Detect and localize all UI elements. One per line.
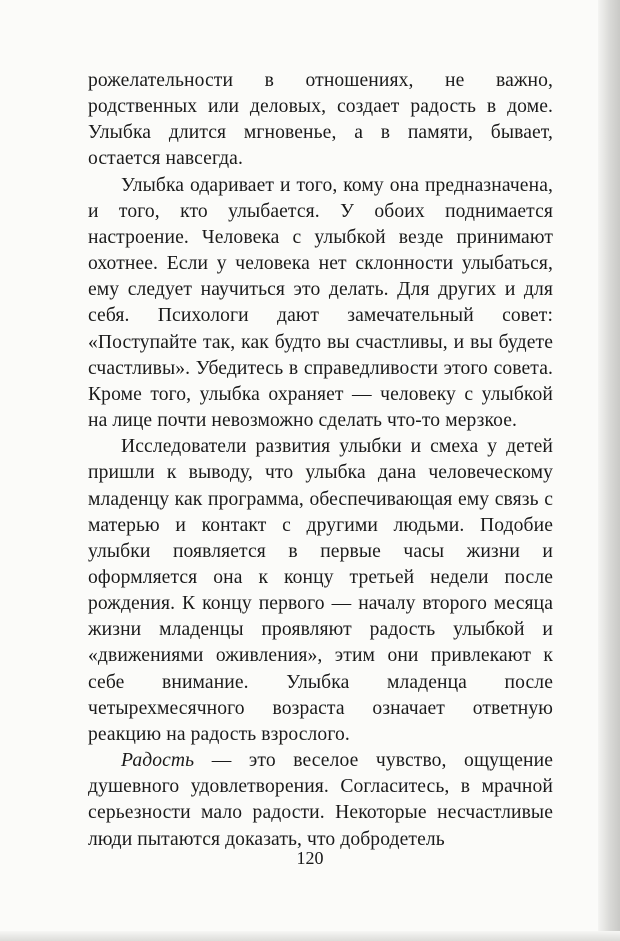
page-bottom-edge xyxy=(0,931,620,941)
paragraph-3: Исследователи развития улыбки и смеха у детей пришли к выводу, что улыбка дана человеческому младенцу как программа, обеспечивающая ему связь с матерью и контакт с другими людьми. Подобие улыбки появляется в первые часы жизни и оформляется она к концу третьей недели после рождения. К концу первого — началу второго месяца жизни младенцы проявляют радость улыбкой и «движениями оживления», этим они привлекают к себе внимание. Улыбка младенца после четырехмесячного возраста означает ответную реакцию на радость взрослого. xyxy=(88,436,553,745)
paragraph-4-text: — это веселое чувство, ощущение душевного удовлетворения. Согласитесь, в мрачной серьезности мало радости. Некоторые несчастливые люди пытаются доказать, что добродетель xyxy=(88,750,553,850)
paragraph-4 xyxy=(88,748,553,853)
term-radost: Радость xyxy=(121,750,195,772)
page-number: 120 xyxy=(296,848,324,868)
paragraph-1: рожелательности в отношениях, не важно, родственных или деловых, создает радость в доме. Улыбка длится мгновенье, а в памяти, бывает, остается навсегда. xyxy=(88,70,553,170)
page-gutter-shadow xyxy=(598,0,620,941)
paragraph-2: Улыбка одаривает и того, кому она предназначена, и того, кто улыбается. У обоих поднимается настроение. Человека с улыбкой везде принимают охотнее. Если у человека нет склонности улыбаться, ему следует научиться это делать. Для других и для себя. Психологи дают замечательный совет: «Поступайте так, как будто вы счастливы, и вы будете счастливы». Убедитесь в справедливости этого совета. Кроме того, улыбка охраняет — человеку с улыбкой на лице почти невозможно сделать что-то мерзкое. xyxy=(88,174,553,432)
body-text xyxy=(88,68,553,853)
